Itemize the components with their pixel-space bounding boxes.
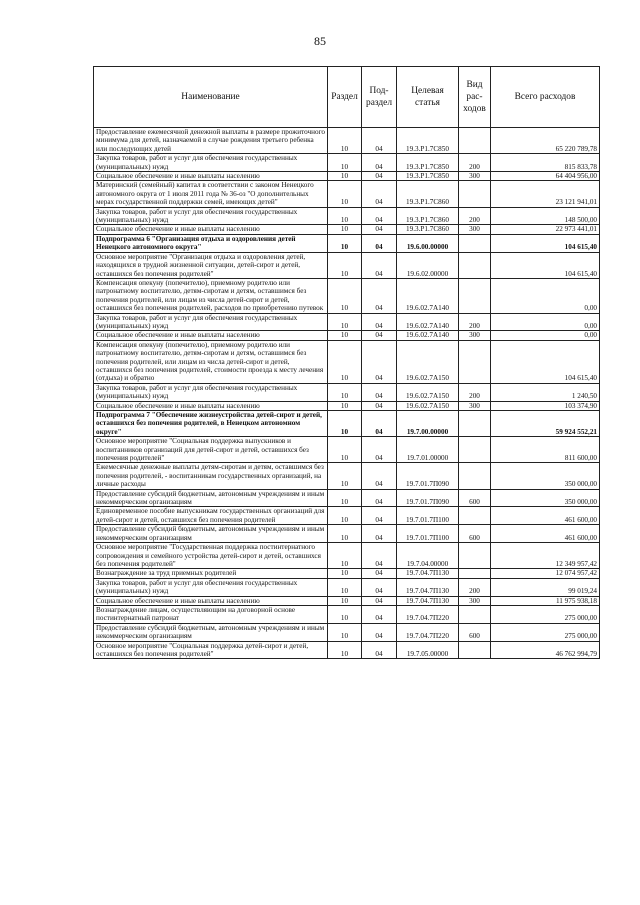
header-name: Наименование <box>94 67 328 128</box>
row-expense-type <box>459 641 491 659</box>
row-section: 10 <box>328 401 362 410</box>
row-total: 1 240,50 <box>491 383 600 401</box>
header-section: Раздел <box>328 67 362 128</box>
row-subsection: 04 <box>362 623 397 641</box>
row-article: 19.7.04.7П130 <box>397 569 459 578</box>
row-name: Компенсация опекуну (попечителю), приемному родителю или патронатному воспитателю, детям-сиротам и детям, оставшимся без попечения родителей, или лицам из числа детей-сирот и детей, оставшихся без попечения родителей, расходов по приобретению путевок <box>94 278 328 313</box>
row-subsection: 04 <box>362 578 397 596</box>
row-total: 64 404 956,00 <box>491 172 600 181</box>
row-section: 10 <box>328 313 362 331</box>
row-article: 19.7.04.7П220 <box>397 623 459 641</box>
row-expense-type <box>459 181 491 207</box>
row-article: 19.3.Р1.7С860 <box>397 225 459 234</box>
row-expense-type <box>459 252 491 278</box>
row-expense-type: 200 <box>459 154 491 172</box>
row-article: 19.6.02.7А150 <box>397 401 459 410</box>
row-subsection: 04 <box>362 172 397 181</box>
row-expense-type: 200 <box>459 313 491 331</box>
row-subsection: 04 <box>362 543 397 569</box>
row-total: 461 600,00 <box>491 507 600 525</box>
row-article: 19.6.02.7А150 <box>397 340 459 383</box>
row-subsection: 04 <box>362 463 397 489</box>
row-article: 19.7.01.7П100 <box>397 507 459 525</box>
budget-table <box>93 66 600 659</box>
row-total: 104 615,40 <box>491 252 600 278</box>
row-article: 19.3.Р1.7С860 <box>397 207 459 225</box>
table-row <box>94 596 600 605</box>
row-name: Закупка товаров, работ и услуг для обеспечения государственных (муниципальных) нужд <box>94 313 328 331</box>
row-expense-type: 200 <box>459 207 491 225</box>
row-expense-type <box>459 411 491 437</box>
row-expense-type: 300 <box>459 401 491 410</box>
row-total: 99 019,24 <box>491 578 600 596</box>
row-total: 12 349 957,42 <box>491 543 600 569</box>
row-name: Вознаграждение за труд приемных родителей <box>94 569 328 578</box>
row-subsection: 04 <box>362 437 397 463</box>
row-article: 19.6.02.7А140 <box>397 313 459 331</box>
table-row <box>94 252 600 278</box>
row-total: 461 600,00 <box>491 525 600 543</box>
row-subsection: 04 <box>362 181 397 207</box>
row-expense-type <box>459 340 491 383</box>
page-number: 85 <box>314 34 326 48</box>
row-name: Социальное обеспечение и иные выплаты населению <box>94 401 328 410</box>
row-total: 22 973 441,01 <box>491 225 600 234</box>
row-total: 811 600,00 <box>491 437 600 463</box>
row-expense-type: 200 <box>459 578 491 596</box>
table-row <box>94 437 600 463</box>
row-section: 10 <box>328 252 362 278</box>
row-expense-type: 300 <box>459 225 491 234</box>
row-expense-type <box>459 437 491 463</box>
row-total: 46 762 994,79 <box>491 641 600 659</box>
row-name: Социальное обеспечение и иные выплаты населению <box>94 331 328 340</box>
table-header-row <box>94 67 600 128</box>
row-section: 10 <box>328 207 362 225</box>
row-section: 10 <box>328 437 362 463</box>
row-expense-type <box>459 605 491 623</box>
row-subsection: 04 <box>362 596 397 605</box>
table-row <box>94 507 600 525</box>
table-row <box>94 641 600 659</box>
row-name: Подпрограмма 7 "Обеспечение жизнеустройства детей-сирот и детей, оставшихся без попечения родителей, в Ненецком автономном округе" <box>94 411 328 437</box>
row-article: 19.7.01.7П090 <box>397 463 459 489</box>
row-expense-type: 600 <box>459 489 491 507</box>
row-subsection: 04 <box>362 234 397 252</box>
row-expense-type <box>459 569 491 578</box>
row-total: 12 074 957,42 <box>491 569 600 578</box>
table-row <box>94 623 600 641</box>
table-row <box>94 605 600 623</box>
row-article: 19.3.Р1.7С860 <box>397 181 459 207</box>
row-expense-type: 300 <box>459 172 491 181</box>
row-total: 815 833,78 <box>491 154 600 172</box>
table-row <box>94 278 600 313</box>
row-section: 10 <box>328 181 362 207</box>
row-name: Основное мероприятие "Организация отдыха и оздоровления детей, находящихся в трудной жизненной ситуации, детей-сирот и детей, оставшихся без попечения родителей" <box>94 252 328 278</box>
row-subsection: 04 <box>362 225 397 234</box>
table-row <box>94 569 600 578</box>
row-subsection: 04 <box>362 641 397 659</box>
row-article: 19.6.02.7А140 <box>397 278 459 313</box>
row-subsection: 04 <box>362 525 397 543</box>
row-total: 275 000,00 <box>491 605 600 623</box>
row-name: Вознаграждение лицам, осуществляющим на договорной основе постинтернатный патронат <box>94 605 328 623</box>
row-subsection: 04 <box>362 252 397 278</box>
row-name: Ежемесячные денежные выплаты детям-сиротам и детям, оставшимся без попечения родителей, - воспитанникам государственных организаций, на личные расходы <box>94 463 328 489</box>
table-row <box>94 331 600 340</box>
row-total: 350 000,00 <box>491 489 600 507</box>
row-expense-type: 600 <box>459 623 491 641</box>
row-section: 10 <box>328 128 362 154</box>
row-name: Предоставление субсидий бюджетным, автономным учреждениям и иным некоммерческим организациям <box>94 623 328 641</box>
row-article: 19.7.01.7П100 <box>397 525 459 543</box>
row-subsection: 04 <box>362 154 397 172</box>
table-row <box>94 383 600 401</box>
row-expense-type <box>459 507 491 525</box>
table-row <box>94 543 600 569</box>
header-subsection: Под-раздел <box>362 67 397 128</box>
row-name: Основное мероприятие "Государственная поддержка постинтернатного сопровождения и семейного устройства детей-сирот и детей, оставшихся без попечения родителей" <box>94 543 328 569</box>
row-expense-type: 300 <box>459 331 491 340</box>
row-section: 10 <box>328 278 362 313</box>
row-article: 19.6.00.00000 <box>397 234 459 252</box>
row-article: 19.3.Р1.7С850 <box>397 154 459 172</box>
row-section: 10 <box>328 411 362 437</box>
row-section: 10 <box>328 605 362 623</box>
table-row <box>94 172 600 181</box>
row-name: Основное мероприятие "Социальная поддержка выпускников и воспитанников организаций для детей-сирот и детей, оставшихся без попечения родителей" <box>94 437 328 463</box>
row-total: 0,00 <box>491 278 600 313</box>
table-row <box>94 411 600 437</box>
row-section: 10 <box>328 225 362 234</box>
row-name: Основное мероприятие "Социальная поддержка детей-сирот и детей, оставшихся без попечения родителей" <box>94 641 328 659</box>
row-section: 10 <box>328 525 362 543</box>
row-subsection: 04 <box>362 383 397 401</box>
row-section: 10 <box>328 507 362 525</box>
row-expense-type <box>459 278 491 313</box>
row-total: 23 121 941,01 <box>491 181 600 207</box>
row-article: 19.7.04.7П130 <box>397 596 459 605</box>
row-article: 19.7.00.00000 <box>397 411 459 437</box>
header-total: Всего расходов <box>491 67 600 128</box>
row-section: 10 <box>328 383 362 401</box>
row-section: 10 <box>328 569 362 578</box>
row-section: 10 <box>328 234 362 252</box>
row-section: 10 <box>328 543 362 569</box>
row-expense-type: 300 <box>459 596 491 605</box>
row-article: 19.3.Р1.7С850 <box>397 172 459 181</box>
row-total: 103 374,90 <box>491 401 600 410</box>
row-section: 10 <box>328 578 362 596</box>
row-total: 0,00 <box>491 313 600 331</box>
row-total: 350 000,00 <box>491 463 600 489</box>
row-expense-type <box>459 463 491 489</box>
row-article: 19.3.Р1.7С850 <box>397 128 459 154</box>
row-article: 19.7.05.00000 <box>397 641 459 659</box>
row-name: Компенсация опекуну (попечителю), приемному родителю или патронатному воспитателю, детям-сиротам и детям, оставшимся без попечения родителей, или лицам из числа детей-сирот и детей, оставшихся без попечения родителей, стоимости проезда к месту лечения (отдыха) и обратно <box>94 340 328 383</box>
row-name: Закупка товаров, работ и услуг для обеспечения государственных (муниципальных) нужд <box>94 383 328 401</box>
table-row <box>94 225 600 234</box>
table-row <box>94 181 600 207</box>
row-expense-type: 600 <box>459 525 491 543</box>
table-row <box>94 489 600 507</box>
row-expense-type: 200 <box>459 383 491 401</box>
row-article: 19.7.01.7П090 <box>397 489 459 507</box>
row-total: 0,00 <box>491 331 600 340</box>
row-article: 19.7.04.7П130 <box>397 578 459 596</box>
row-subsection: 04 <box>362 340 397 383</box>
row-expense-type <box>459 128 491 154</box>
row-name: Социальное обеспечение и иные выплаты населению <box>94 225 328 234</box>
table-row <box>94 207 600 225</box>
row-section: 10 <box>328 489 362 507</box>
row-subsection: 04 <box>362 489 397 507</box>
row-total: 11 975 938,18 <box>491 596 600 605</box>
row-subsection: 04 <box>362 313 397 331</box>
row-subsection: 04 <box>362 605 397 623</box>
table-row <box>94 128 600 154</box>
row-section: 10 <box>328 172 362 181</box>
table-row <box>94 525 600 543</box>
table-row <box>94 154 600 172</box>
header-expense-type: Вид рас-ходов <box>459 67 491 128</box>
row-section: 10 <box>328 463 362 489</box>
row-subsection: 04 <box>362 278 397 313</box>
row-total: 104 615,40 <box>491 234 600 252</box>
row-subsection: 04 <box>362 411 397 437</box>
row-name: Закупка товаров, работ и услуг для обеспечения государственных (муниципальных) нужд <box>94 154 328 172</box>
row-article: 19.6.02.7А140 <box>397 331 459 340</box>
row-section: 10 <box>328 340 362 383</box>
table-row <box>94 463 600 489</box>
row-section: 10 <box>328 596 362 605</box>
row-total: 65 220 789,78 <box>491 128 600 154</box>
row-subsection: 04 <box>362 507 397 525</box>
row-section: 10 <box>328 641 362 659</box>
row-name: Подпрограмма 6 "Организация отдыха и оздоровления детей Ненецкого автономного округа" <box>94 234 328 252</box>
table-row <box>94 340 600 383</box>
row-section: 10 <box>328 331 362 340</box>
row-article: 19.6.02.7А150 <box>397 383 459 401</box>
row-article: 19.7.04.7П220 <box>397 605 459 623</box>
row-name: Социальное обеспечение и иные выплаты населению <box>94 596 328 605</box>
row-subsection: 04 <box>362 207 397 225</box>
row-subsection: 04 <box>362 128 397 154</box>
row-total: 104 615,40 <box>491 340 600 383</box>
row-section: 10 <box>328 154 362 172</box>
row-name: Предоставление субсидий бюджетным, автономным учреждениям и иным некоммерческим организациям <box>94 489 328 507</box>
row-article: 19.7.04.00000 <box>397 543 459 569</box>
row-name: Социальное обеспечение и иные выплаты населению <box>94 172 328 181</box>
row-article: 19.7.01.00000 <box>397 437 459 463</box>
row-name: Материнский (семейный) капитал в соответствии с законом Ненецкого автономного округа от 1 июля 2011 года № 36-оз "О дополнительных мерах государственной поддержки семей, имеющих детей" <box>94 181 328 207</box>
row-name: Предоставление субсидий бюджетным, автономным учреждениям и иным некоммерческим организациям <box>94 525 328 543</box>
row-subsection: 04 <box>362 401 397 410</box>
row-subsection: 04 <box>362 569 397 578</box>
row-name: Предоставление ежемесячной денежной выплаты в размере прожиточного минимума для детей, назначаемой в случае рождения третьего ребенка или последующих детей <box>94 128 328 154</box>
row-article: 19.6.02.00000 <box>397 252 459 278</box>
row-total: 59 924 552,21 <box>491 411 600 437</box>
table-row <box>94 401 600 410</box>
table-row <box>94 234 600 252</box>
row-section: 10 <box>328 623 362 641</box>
row-name: Закупка товаров, работ и услуг для обеспечения государственных (муниципальных) нужд <box>94 578 328 596</box>
header-article: Целевая статья <box>397 67 459 128</box>
table-body <box>94 128 600 659</box>
row-expense-type <box>459 234 491 252</box>
table-row <box>94 578 600 596</box>
row-total: 275 000,00 <box>491 623 600 641</box>
row-name: Единовременное пособие выпускникам государственных организаций для детей-сирот и детей, оставшихся без попечения родителей <box>94 507 328 525</box>
table-row <box>94 313 600 331</box>
row-name: Закупка товаров, работ и услуг для обеспечения государственных (муниципальных) нужд <box>94 207 328 225</box>
row-subsection: 04 <box>362 331 397 340</box>
row-expense-type <box>459 543 491 569</box>
row-total: 148 500,00 <box>491 207 600 225</box>
